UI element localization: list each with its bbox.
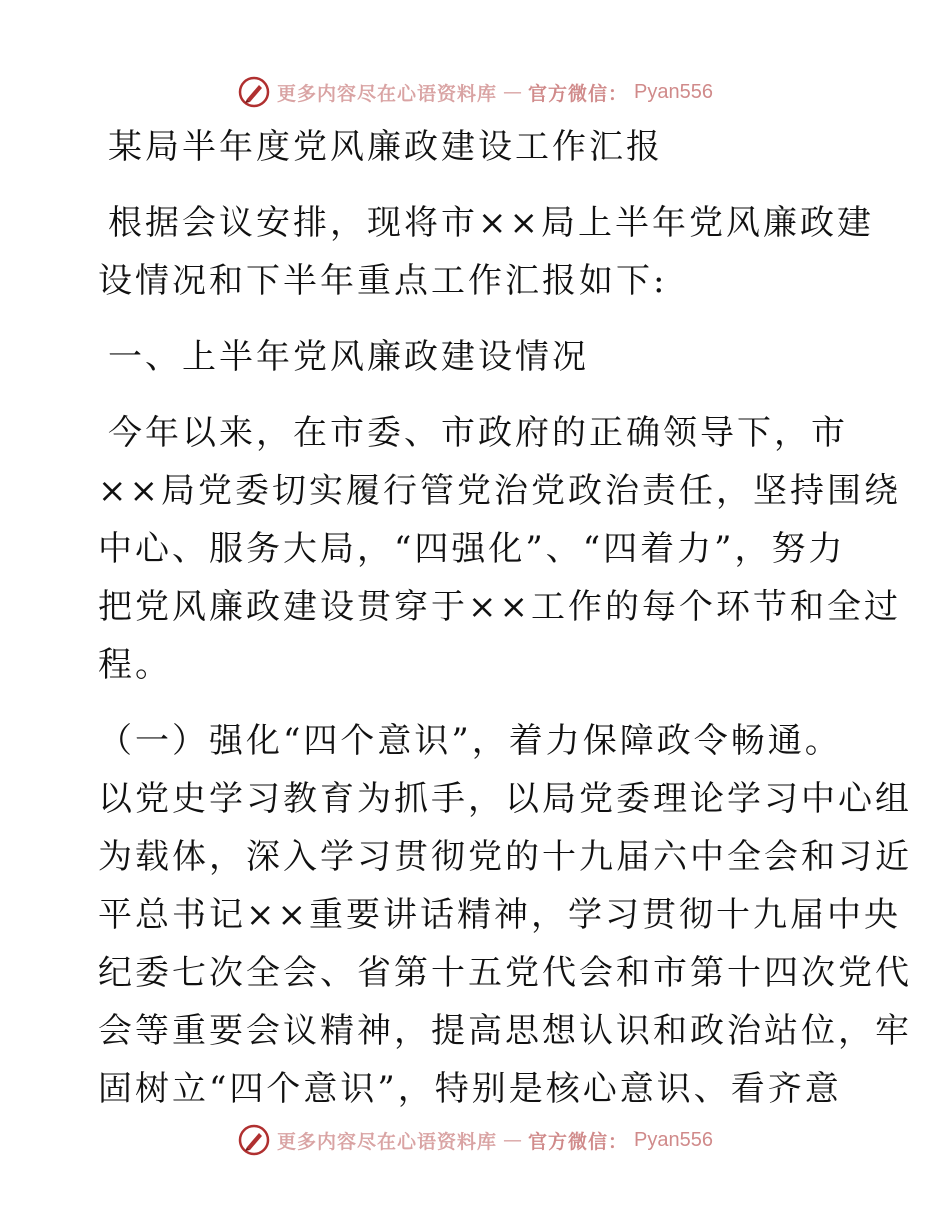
para1-line-5: 程。 xyxy=(98,645,172,685)
header-watermark xyxy=(0,72,950,112)
pen-nib-logo-icon xyxy=(237,75,271,109)
watermark-wechat-id: Pyan556 xyxy=(634,80,713,103)
intro-line-2: 设情况和下半年重点工作汇报如下: xyxy=(98,261,668,301)
watermark-official-label: 官方微信： xyxy=(528,82,629,105)
watermark-separator: — xyxy=(503,81,523,103)
intro-line-1: 根据会议安排，现将市××局上半年党风廉政建 xyxy=(108,203,874,243)
watermark-main-text: 更多内容尽在心语资料库 xyxy=(277,1130,498,1153)
pen-nib-logo-icon xyxy=(237,1123,271,1157)
watermark-main-text: 更多内容尽在心语资料库 xyxy=(277,82,498,105)
para2-line-3: 为载体，深入学习贯彻党的十九届六中全会和习近 xyxy=(98,837,912,877)
para2-line-1: （一）强化“四个意识”，着力保障政令畅通。 xyxy=(98,721,842,761)
para1-line-3: 中心、服务大局，“四强化”、“四着力”，努力 xyxy=(98,529,846,569)
para2-line-5: 纪委七次全会、省第十五党代会和市第十四次党代 xyxy=(98,953,912,993)
para1-line-2: ××局党委切实履行管党治党政治责任，坚持围绕 xyxy=(98,471,901,511)
footer-watermark xyxy=(0,1120,950,1160)
para1-line-4: 把党风廉政建设贯穿于××工作的每个环节和全过 xyxy=(98,587,901,627)
watermark-wechat-id: Pyan556 xyxy=(634,1128,713,1151)
para2-line-4: 平总书记××重要讲话精神，学习贯彻十九届中央 xyxy=(98,895,901,935)
document-title: 某局半年度党风廉政建设工作汇报 xyxy=(108,127,663,167)
document-body xyxy=(98,118,912,1118)
watermark-separator: — xyxy=(503,1129,523,1151)
para2-line-7: 固树立“四个意识”，特别是核心意识、看齐意 xyxy=(98,1069,842,1109)
para1-line-1: 今年以来，在市委、市政府的正确领导下，市 xyxy=(108,413,848,453)
watermark-official-label: 官方微信： xyxy=(528,1130,629,1153)
para2-line-2: 以党史学习教育为抓手，以局党委理论学习中心组 xyxy=(98,779,912,819)
section-heading-1: 一、上半年党风廉政建设情况 xyxy=(108,337,589,377)
para2-line-6: 会等重要会议精神，提高思想认识和政治站位，牢 xyxy=(98,1011,912,1051)
